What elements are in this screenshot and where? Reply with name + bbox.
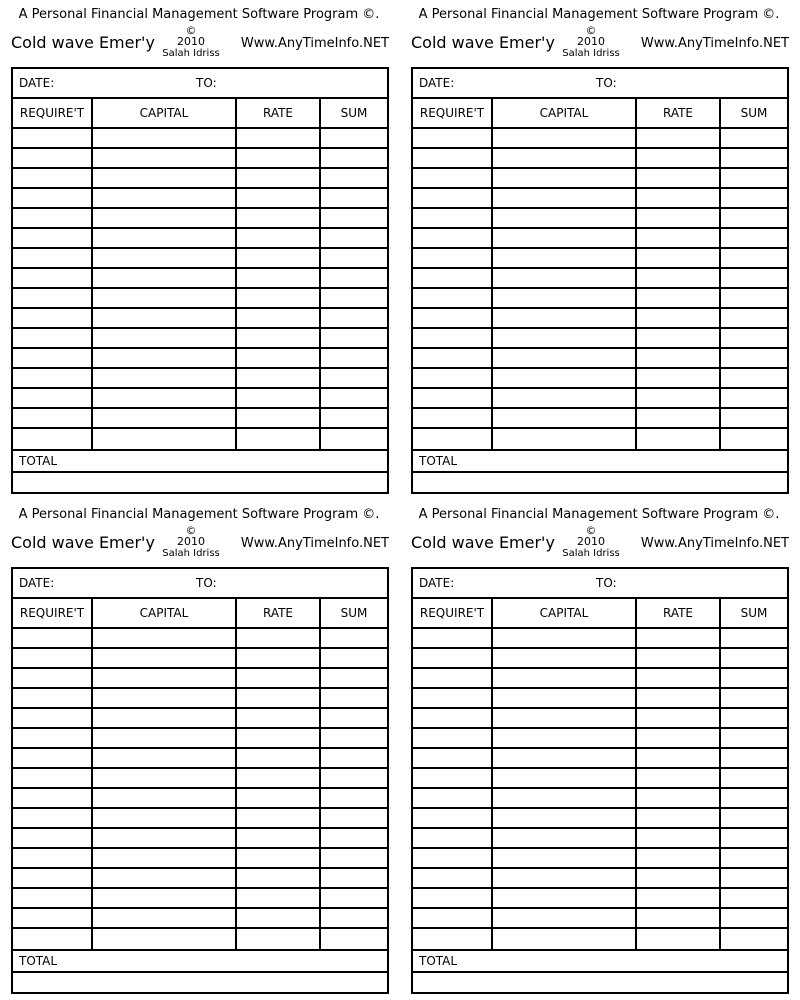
- table-row-divider: [13, 227, 387, 229]
- table-row-divider: [413, 727, 787, 729]
- copyright-mark: ©: [585, 24, 597, 37]
- column-header-sum: SUM: [740, 106, 768, 120]
- table-row-divider: [413, 687, 787, 689]
- table-row-divider: [413, 907, 787, 909]
- app-name: Cold wave Emer'y: [411, 33, 555, 52]
- total-row: [413, 449, 787, 473]
- copyright-mark: ©: [185, 24, 197, 37]
- table-row-divider: [13, 927, 387, 929]
- total-row: [13, 949, 387, 973]
- table-row-divider: [413, 927, 787, 929]
- total-row: [413, 949, 787, 973]
- ledger-table: [411, 567, 789, 994]
- program-title: A Personal Financial Management Software Program ©.: [418, 7, 780, 22]
- column-header-rate: RATE: [662, 606, 694, 620]
- table-row-divider: [13, 907, 387, 909]
- table-row-divider: [413, 167, 787, 169]
- table-row-divider: [13, 667, 387, 669]
- ledger-form: [411, 6, 787, 498]
- table-row-divider: [413, 367, 787, 369]
- ledger-body: [413, 129, 787, 449]
- date-row: [13, 69, 387, 99]
- year: 2010: [577, 35, 605, 48]
- date-label: DATE:: [19, 76, 55, 90]
- total-value-row: [413, 973, 787, 992]
- website-link: Www.AnyTimeInfo.NET: [640, 536, 789, 551]
- table-row-divider: [413, 287, 787, 289]
- column-header-rate: RATE: [662, 106, 694, 120]
- table-row-divider: [13, 887, 387, 889]
- table-row-divider: [413, 867, 787, 869]
- program-title: A Personal Financial Management Software Program ©.: [18, 507, 380, 522]
- website-link: Www.AnyTimeInfo.NET: [240, 36, 389, 51]
- column-header-require: REQUIRE'T: [19, 106, 85, 120]
- app-name: Cold wave Emer'y: [411, 533, 555, 552]
- table-row-divider: [13, 767, 387, 769]
- column-header-row: [413, 99, 787, 129]
- table-row-divider: [13, 187, 387, 189]
- table-row-divider: [13, 367, 387, 369]
- column-header-capital: CAPITAL: [139, 606, 189, 620]
- table-row-divider: [13, 307, 387, 309]
- program-title: A Personal Financial Management Software Program ©.: [18, 7, 380, 22]
- column-header-row: [13, 99, 387, 129]
- table-row-divider: [13, 647, 387, 649]
- table-row-divider: [413, 407, 787, 409]
- table-row-divider: [413, 707, 787, 709]
- to-label: TO:: [196, 76, 217, 90]
- table-row-divider: [13, 207, 387, 209]
- table-row-divider: [413, 767, 787, 769]
- table-row-divider: [13, 847, 387, 849]
- table-row-divider: [413, 247, 787, 249]
- ledger-table: [11, 67, 389, 494]
- table-row-divider: [13, 687, 387, 689]
- table-row-divider: [413, 387, 787, 389]
- website-link: Www.AnyTimeInfo.NET: [240, 536, 389, 551]
- date-label: DATE:: [419, 576, 455, 590]
- table-row-divider: [413, 887, 787, 889]
- table-row-divider: [13, 387, 387, 389]
- table-row-divider: [413, 787, 787, 789]
- author-name: Salah Idriss: [162, 48, 220, 59]
- total-label: TOTAL: [19, 954, 58, 968]
- table-row-divider: [413, 327, 787, 329]
- year: 2010: [577, 535, 605, 548]
- table-row-divider: [13, 807, 387, 809]
- ledger-form: [11, 6, 387, 498]
- column-header-sum: SUM: [340, 106, 368, 120]
- app-name: Cold wave Emer'y: [11, 533, 155, 552]
- to-label: TO:: [596, 76, 617, 90]
- table-row-divider: [413, 187, 787, 189]
- copyright-mark: ©: [585, 524, 597, 537]
- table-row-divider: [413, 807, 787, 809]
- table-row-divider: [13, 867, 387, 869]
- app-name: Cold wave Emer'y: [11, 33, 155, 52]
- table-row-divider: [13, 327, 387, 329]
- table-row-divider: [413, 347, 787, 349]
- date-row: [413, 569, 787, 599]
- website-link: Www.AnyTimeInfo.NET: [640, 36, 789, 51]
- table-row-divider: [413, 847, 787, 849]
- table-row-divider: [413, 647, 787, 649]
- table-row-divider: [13, 287, 387, 289]
- total-label: TOTAL: [19, 454, 58, 468]
- table-row-divider: [413, 267, 787, 269]
- column-header-sum: SUM: [340, 606, 368, 620]
- author-name: Salah Idriss: [562, 48, 620, 59]
- table-row-divider: [413, 307, 787, 309]
- table-row-divider: [13, 827, 387, 829]
- total-label: TOTAL: [419, 954, 458, 968]
- author-name: Salah Idriss: [562, 548, 620, 559]
- table-row-divider: [13, 427, 387, 429]
- year: 2010: [177, 35, 205, 48]
- table-row-divider: [413, 827, 787, 829]
- ledger-body: [13, 129, 387, 449]
- year: 2010: [177, 535, 205, 548]
- total-label: TOTAL: [419, 454, 458, 468]
- total-value-row: [413, 473, 787, 492]
- total-row: [13, 449, 387, 473]
- table-row-divider: [13, 347, 387, 349]
- table-row-divider: [413, 147, 787, 149]
- column-header-row: [13, 599, 387, 629]
- total-value-row: [13, 473, 387, 492]
- copyright-mark: ©: [185, 524, 197, 537]
- table-row-divider: [13, 787, 387, 789]
- to-label: TO:: [196, 576, 217, 590]
- column-header-require: REQUIRE'T: [419, 606, 485, 620]
- table-row-divider: [13, 747, 387, 749]
- date-label: DATE:: [19, 576, 55, 590]
- author-name: Salah Idriss: [162, 548, 220, 559]
- table-row-divider: [13, 167, 387, 169]
- column-header-sum: SUM: [740, 606, 768, 620]
- ledger-form: [11, 506, 387, 998]
- table-row-divider: [13, 267, 387, 269]
- column-header-require: REQUIRE'T: [419, 106, 485, 120]
- table-row-divider: [13, 407, 387, 409]
- table-row-divider: [413, 667, 787, 669]
- credit-block: [551, 525, 631, 560]
- table-row-divider: [13, 707, 387, 709]
- table-row-divider: [413, 227, 787, 229]
- column-header-capital: CAPITAL: [539, 106, 589, 120]
- credit-block: [151, 25, 231, 60]
- total-value-row: [13, 973, 387, 992]
- column-header-row: [413, 599, 787, 629]
- table-row-divider: [13, 727, 387, 729]
- table-row-divider: [13, 147, 387, 149]
- table-row-divider: [413, 207, 787, 209]
- credit-block: [151, 525, 231, 560]
- column-header-rate: RATE: [262, 106, 294, 120]
- column-header-capital: CAPITAL: [139, 106, 189, 120]
- credit-block: [551, 25, 631, 60]
- column-header-rate: RATE: [262, 606, 294, 620]
- ledger-body: [13, 629, 387, 949]
- date-label: DATE:: [419, 76, 455, 90]
- date-row: [413, 69, 787, 99]
- table-row-divider: [13, 247, 387, 249]
- program-title: A Personal Financial Management Software Program ©.: [418, 507, 780, 522]
- date-row: [13, 569, 387, 599]
- to-label: TO:: [596, 576, 617, 590]
- table-row-divider: [413, 427, 787, 429]
- ledger-table: [411, 67, 789, 494]
- ledger-form: [411, 506, 787, 998]
- ledger-table: [11, 567, 389, 994]
- table-row-divider: [413, 747, 787, 749]
- column-header-require: REQUIRE'T: [19, 606, 85, 620]
- column-header-capital: CAPITAL: [539, 606, 589, 620]
- ledger-body: [413, 629, 787, 949]
